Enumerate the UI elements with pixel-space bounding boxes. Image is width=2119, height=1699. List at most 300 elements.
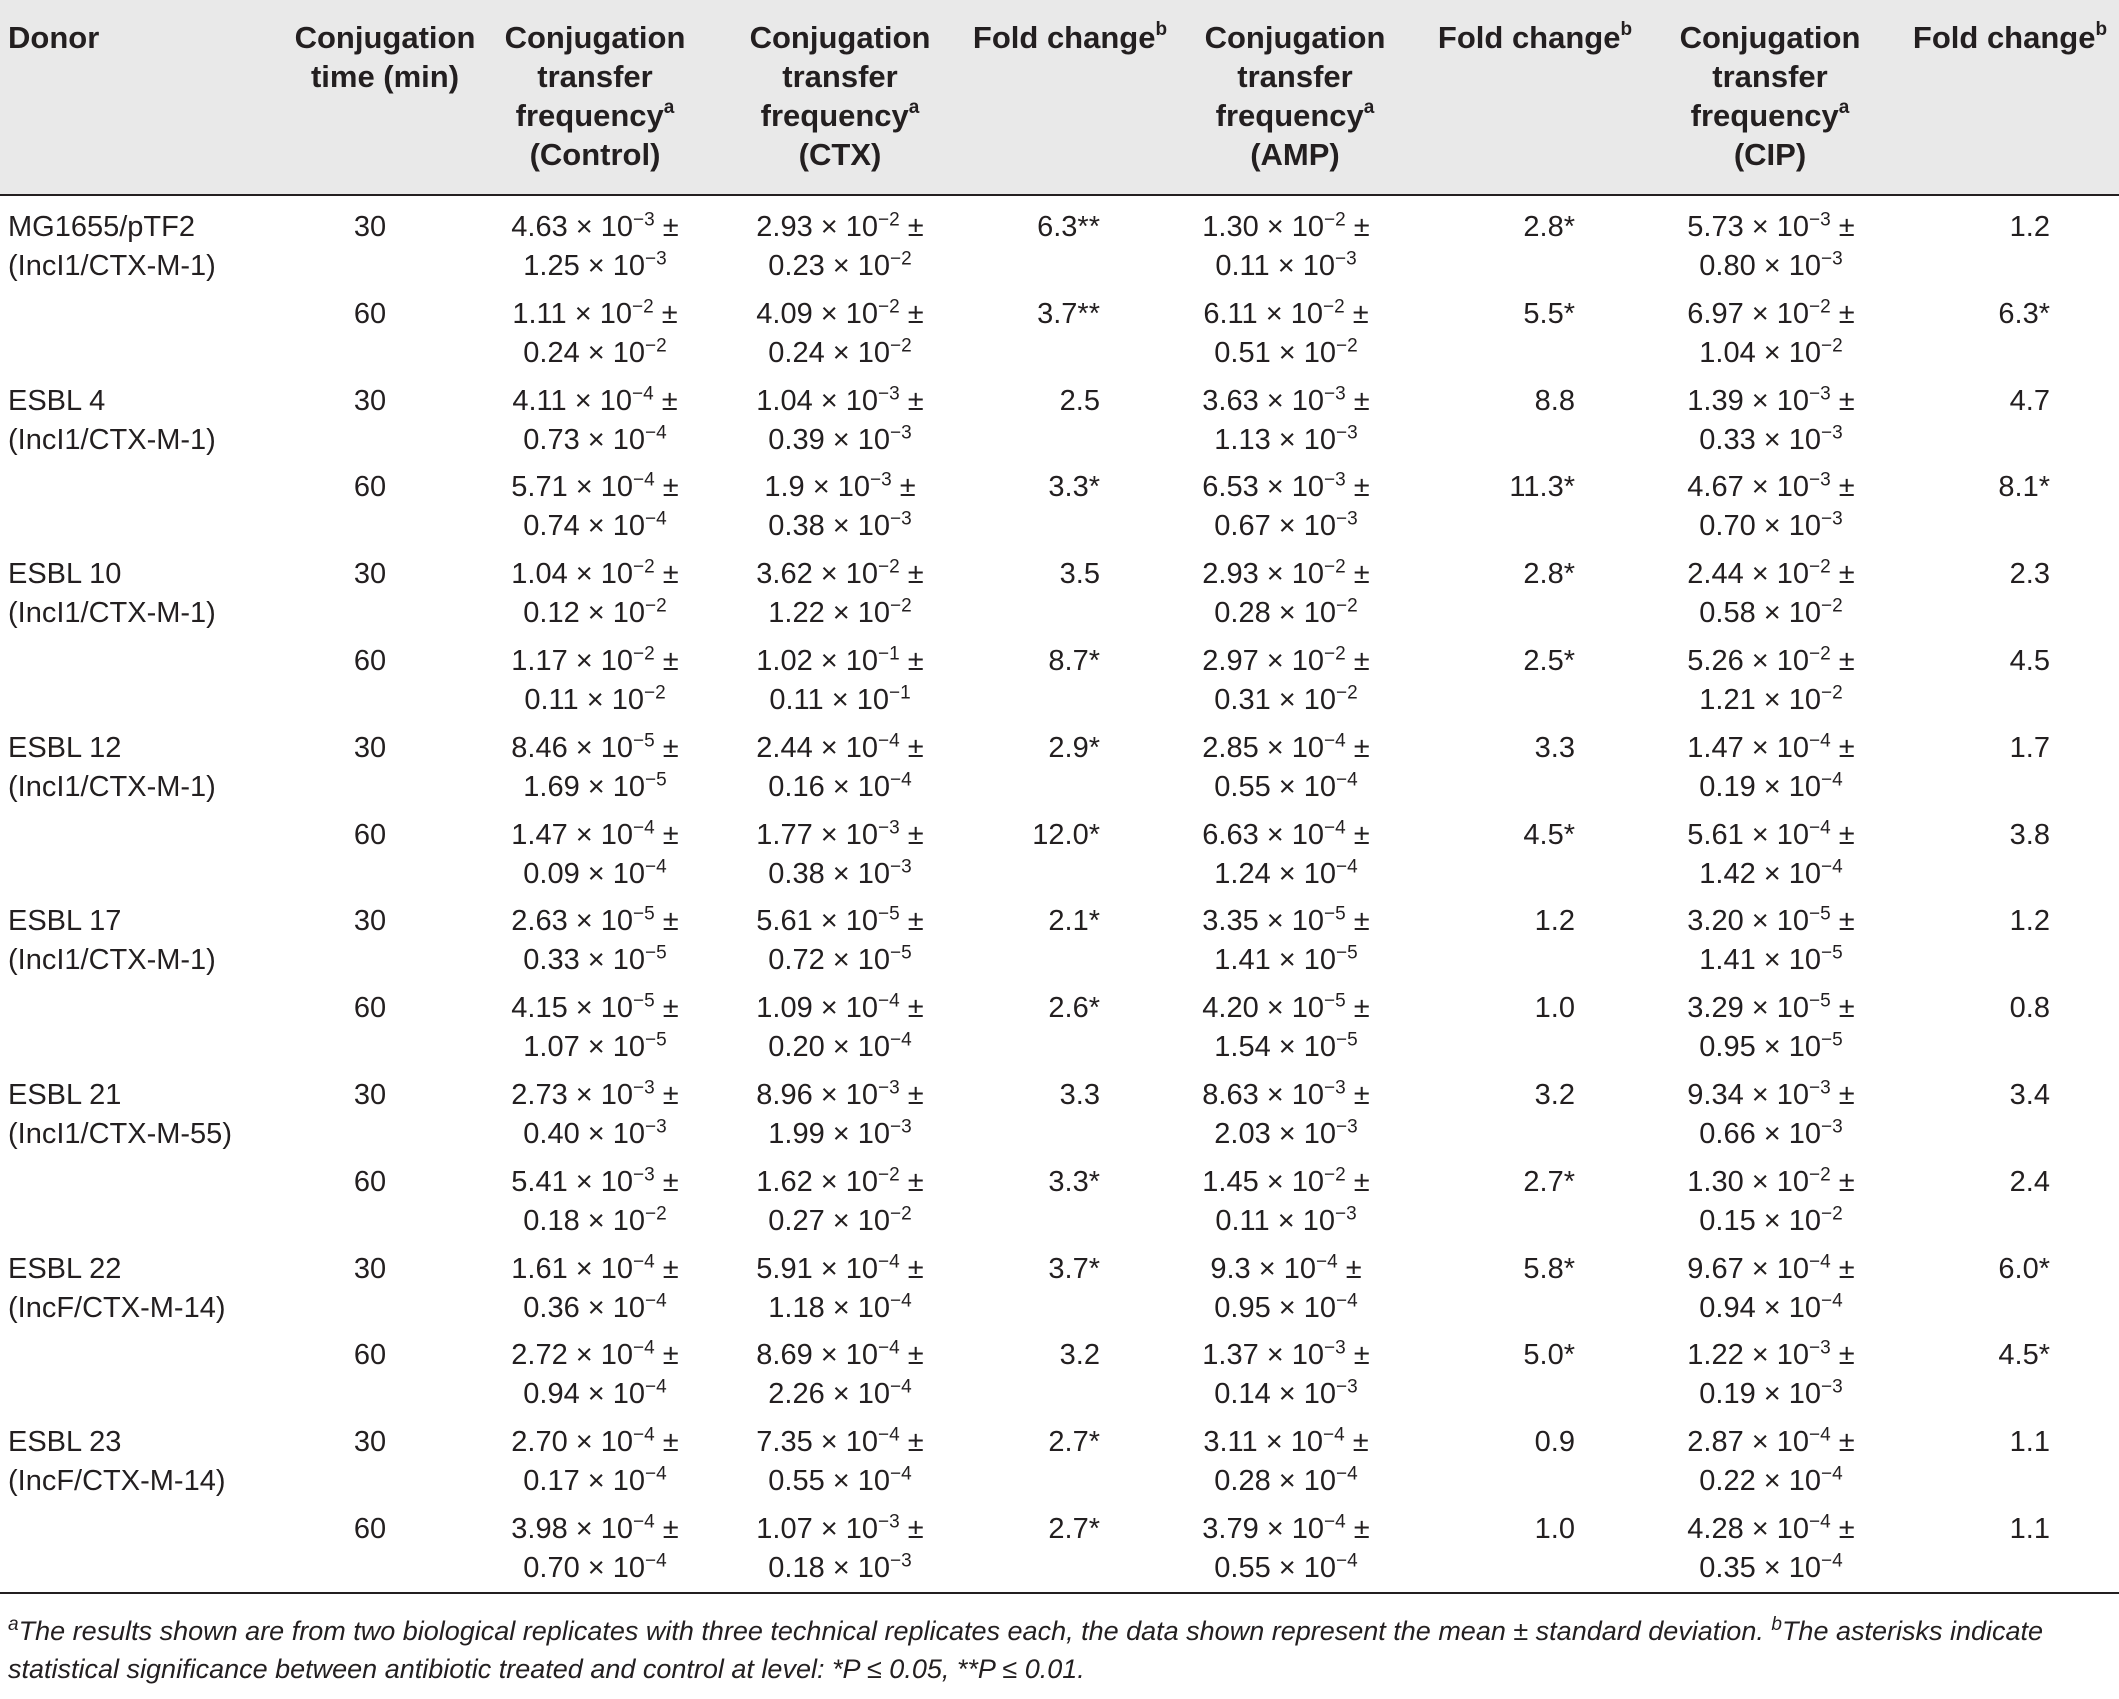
plus-minus: ± [1830,1339,1855,1372]
plus-minus: ± [1345,1513,1370,1545]
sd-mantissa: 0.94 × 10 [523,1378,646,1411]
donor-strain: ESBL 21 [8,1079,122,1111]
sd-value [1156,1202,1416,1241]
plus-minus: ± [1345,905,1370,938]
sd-value [465,1462,725,1501]
frequency-ctx-cell [710,382,970,460]
sd-mantissa: 0.38 × 10 [768,857,891,890]
sd-mantissa: 1.41 × 10 [1699,944,1822,977]
frequency-ctx-cell [710,1510,970,1588]
fold-change-cell: 3.3 [1534,731,1575,764]
conjugation-time-cell: 30 [353,384,387,417]
mean-exponent: −5 [633,730,655,752]
sd-mantissa: 0.39 × 10 [768,423,891,456]
fold-change-cell: 2.1* [1048,905,1100,938]
mean-mantissa: 1.62 × 10 [756,1165,879,1198]
sd-exponent: −2 [645,1203,667,1225]
mean-value [1156,1163,1416,1202]
donor-strain: ESBL 17 [8,905,122,938]
mean-value [710,555,970,594]
donor-plasmid: (IncF/CTX-M-14) [8,1291,226,1324]
frequency-ctx-cell [710,816,970,894]
fold-change-cell: 3.5 [1059,558,1100,591]
mean-value [1156,1510,1416,1549]
sd-value [465,334,725,373]
sd-mantissa: 1.18 × 10 [768,1291,891,1324]
frequency-control-cell [465,902,725,980]
sd-exponent: −5 [890,942,912,964]
mean-value [465,1423,725,1462]
sd-exponent: −4 [1336,1550,1358,1572]
sd-exponent: −5 [1821,942,1843,964]
mean-value [710,729,970,768]
plus-minus: ± [654,1426,679,1459]
mean-mantissa: 1.07 × 10 [756,1513,879,1545]
mean-value [465,1336,725,1375]
mean-exponent: −4 [878,1337,900,1359]
mean-exponent: −4 [1809,730,1831,752]
mean-value [465,468,725,507]
sd-exponent: −3 [1334,248,1357,270]
mean-value [710,208,970,247]
sd-value [1156,1375,1416,1414]
plus-minus: ± [899,558,924,591]
fold-change-cell: 3.7** [1037,297,1100,330]
mean-mantissa: 8.96 × 10 [756,1079,879,1111]
fold-change-cell: 0.8 [2009,992,2050,1025]
plus-minus: ± [899,297,924,330]
footnote-a: $^a$The results shown are from two biological replicates with three technical replicates each, the data shown represent the mean ± standard deviation. [8,1614,1764,1646]
mean-mantissa: 1.61 × 10 [511,1252,634,1285]
column-header-antibiotic: (CIP) [1733,137,1807,172]
donor-cell [8,729,216,807]
sd-mantissa: 1.99 × 10 [768,1118,891,1150]
sd-value [1641,594,1901,633]
mean-exponent: −4 [633,469,655,491]
fold-change-cell: 1.0 [1534,1513,1575,1545]
sd-mantissa: 0.51 × 10 [1214,336,1337,369]
mean-mantissa: 4.09 × 10 [756,297,879,330]
fold-change-cell: 1.2 [2009,211,2050,243]
sd-exponent: −4 [645,421,667,443]
conjugation-time-cell: 30 [353,905,387,938]
sd-value [1156,421,1416,460]
mean-value [465,642,725,681]
column-header [1190,18,1400,174]
sd-exponent: −2 [890,248,912,270]
mean-mantissa: 4.20 × 10 [1202,992,1325,1025]
sd-exponent: −4 [645,1376,667,1398]
frequency-amp-cell [1156,382,1416,460]
sd-exponent: −4 [645,1289,667,1311]
donor-strain: ESBL 4 [8,384,106,417]
mean-exponent: −5 [1324,903,1346,925]
mean-mantissa: 1.09 × 10 [756,992,879,1025]
frequency-amp-cell [1156,1336,1416,1414]
fold-change-cell: 3.3 [1059,1079,1100,1111]
sd-value [1156,941,1416,980]
frequency-cip-cell [1641,1250,1901,1328]
sd-exponent: −4 [1336,769,1358,791]
mean-mantissa: 3.35 × 10 [1202,905,1325,938]
sd-value [465,507,725,546]
mean-value [710,1163,970,1202]
mean-exponent: −3 [869,469,892,491]
mean-value [465,555,725,594]
mean-value [465,816,725,855]
frequency-amp-cell [1156,1510,1416,1588]
mean-mantissa: 9.34 × 10 [1687,1079,1810,1111]
mean-exponent: −2 [1324,556,1346,578]
mean-value [1641,1510,1901,1549]
plus-minus: ± [899,1339,924,1372]
mean-mantissa: 3.62 × 10 [756,558,879,591]
frequency-cip-cell [1641,295,1901,373]
mean-value [1641,1250,1901,1289]
plus-minus: ± [1345,731,1370,764]
column-header-label: Conjugation transfer frequency [1204,20,1386,133]
sd-value [1156,681,1416,720]
sd-exponent: −4 [1821,769,1843,791]
sd-mantissa: 0.94 × 10 [1699,1291,1822,1324]
sd-value [710,1375,970,1414]
mean-exponent: −4 [1322,1424,1345,1446]
mean-exponent: −4 [878,730,900,752]
frequency-ctx-cell [710,1336,970,1414]
mean-value [465,989,725,1028]
conjugation-time-cell: 30 [353,1426,387,1459]
mean-exponent: −2 [878,209,900,231]
plus-minus: ± [1830,905,1855,938]
fold-change-cell: 1.0 [1534,992,1575,1025]
fold-change-cell: 2.7* [1523,1165,1575,1198]
mean-mantissa: 8.46 × 10 [511,731,634,764]
frequency-ctx-cell [710,989,970,1067]
footnote-b: $^b$The asterisks indicate statistical significance between antibiotic treated and control at level: *P ≤ 0.05, **P ≤ 0.01. [8,1614,2044,1684]
sd-value [465,247,725,286]
sd-exponent: −3 [1821,1116,1843,1138]
fold-change-cell: 4.5* [1998,1339,2050,1372]
mean-mantissa: 2.85 × 10 [1202,731,1325,764]
plus-minus: ± [654,1165,679,1198]
sd-value [710,247,970,286]
sd-value [1641,1375,1901,1414]
conjugation-time-cell: 60 [353,1339,387,1372]
mean-exponent: −2 [1809,556,1831,578]
mean-exponent: −2 [1324,209,1346,231]
mean-mantissa: 3.98 × 10 [511,1513,634,1545]
plus-minus: ± [899,211,924,243]
fold-change-cell: 2.6* [1048,992,1100,1025]
mean-exponent: −3 [878,1077,900,1099]
column-header [290,18,480,96]
mean-value [465,295,725,334]
sd-value [710,421,970,460]
plus-minus: ± [899,384,924,417]
mean-value [710,468,970,507]
mean-value [1641,555,1901,594]
sd-mantissa: 1.22 × 10 [768,597,891,630]
mean-value [1641,989,1901,1028]
sd-mantissa: 1.07 × 10 [523,1031,646,1064]
sd-exponent: −2 [645,595,667,617]
plus-minus: ± [1345,211,1370,243]
conjugation-time-cell: 60 [353,645,387,677]
mean-exponent: −4 [1324,1511,1346,1533]
mean-exponent: −3 [1809,1337,1831,1359]
plus-minus: ± [653,384,678,417]
donor-strain: ESBL 10 [8,558,122,591]
column-header [1905,18,2115,57]
column-header [1665,18,1875,174]
plus-minus: ± [654,1079,679,1111]
sd-mantissa: 0.55 × 10 [1214,1552,1337,1584]
fold-change-cell: 8.8 [1534,384,1575,417]
sd-value [465,681,725,720]
sd-exponent: −3 [1821,421,1843,443]
fold-change-cell: 2.7* [1048,1513,1100,1545]
column-header-label: Donor [8,20,100,55]
plus-minus: ± [899,905,924,938]
mean-mantissa: 4.63 × 10 [511,211,634,243]
sd-value [1156,334,1416,373]
mean-exponent: −3 [1809,1077,1831,1099]
fold-change-cell: 4.5 [2009,645,2050,677]
sd-mantissa: 1.24 × 10 [1214,857,1337,890]
frequency-ctx-cell [710,642,970,720]
mean-mantissa: 5.61 × 10 [756,905,879,938]
column-header-label: Conjugation transfer frequency [504,20,686,133]
frequency-control-cell [465,1510,725,1588]
sd-value [1641,768,1901,807]
fold-change-cell: 4.5* [1523,818,1575,851]
sd-exponent: −3 [1821,248,1843,270]
frequency-amp-cell [1156,816,1416,894]
mean-mantissa: 1.02 × 10 [756,645,879,677]
mean-exponent: −3 [1324,1337,1346,1359]
fold-change-cell: 1.1 [2009,1513,2050,1545]
sd-value [1641,1115,1901,1154]
mean-value [465,729,725,768]
sd-exponent: −2 [890,595,912,617]
frequency-cip-cell [1641,642,1901,720]
fold-change-cell: 0.9 [1534,1426,1575,1459]
mean-mantissa: 4.28 × 10 [1687,1513,1810,1545]
plus-minus: ± [899,1426,924,1459]
sd-exponent: −4 [645,855,667,877]
frequency-amp-cell [1156,1250,1416,1328]
mean-mantissa: 1.30 × 10 [1687,1165,1810,1198]
sd-value [1156,1462,1416,1501]
mean-value [465,208,725,247]
mean-value [1641,816,1901,855]
plus-minus: ± [1345,558,1370,591]
mean-value [710,1336,970,1375]
fold-change-cell: 2.7* [1048,1426,1100,1459]
mean-mantissa: 2.93 × 10 [756,211,879,243]
mean-mantissa: 1.22 × 10 [1687,1339,1810,1372]
frequency-control-cell [465,295,725,373]
mean-mantissa: 5.41 × 10 [511,1165,634,1198]
plus-minus: ± [1830,645,1855,677]
donor-cell [8,555,216,633]
sd-mantissa: 0.36 × 10 [523,1291,646,1324]
sd-exponent: −2 [643,682,666,704]
header-rule [0,194,2119,196]
mean-value [465,1163,725,1202]
frequency-ctx-cell [710,208,970,286]
mean-value [1641,1336,1901,1375]
mean-exponent: −4 [633,1337,655,1359]
sd-mantissa: 0.20 × 10 [768,1031,891,1064]
sd-mantissa: 0.17 × 10 [523,1465,646,1498]
sd-exponent: −5 [645,942,667,964]
sd-exponent: −4 [890,1289,912,1311]
plus-minus: ± [1830,384,1855,417]
mean-value [1641,382,1901,421]
column-header-label: Fold change [1912,20,2096,55]
plus-minus: ± [1345,384,1370,417]
mean-exponent: −2 [633,556,655,578]
mean-exponent: −4 [631,382,654,404]
sd-mantissa: 0.23 × 10 [768,250,891,282]
mean-exponent: −3 [1324,382,1346,404]
mean-mantissa: 9.67 × 10 [1687,1252,1810,1285]
mean-mantissa: 1.37 × 10 [1202,1339,1325,1372]
column-header-antibiotic: (CTX) [798,137,882,172]
sd-mantissa: 0.72 × 10 [768,944,891,977]
mean-mantissa: 2.73 × 10 [511,1079,634,1111]
sd-exponent: −1 [888,682,911,704]
plus-minus: ± [654,211,679,243]
mean-exponent: −2 [633,643,655,665]
mean-value [1156,1336,1416,1375]
mean-value [1156,989,1416,1028]
mean-mantissa: 3.79 × 10 [1202,1513,1325,1545]
plus-minus: ± [653,297,678,330]
sd-exponent: −4 [1336,855,1358,877]
mean-mantissa: 1.39 × 10 [1687,384,1810,417]
sd-value [710,334,970,373]
plus-minus: ± [1830,297,1855,330]
mean-value [1156,295,1416,334]
mean-exponent: −4 [633,816,655,838]
sd-mantissa: 0.22 × 10 [1699,1465,1822,1498]
sd-value [1641,1549,1901,1588]
sd-value [465,1028,725,1067]
mean-mantissa: 5.26 × 10 [1687,645,1810,677]
donor-cell [8,902,216,980]
sd-mantissa: 0.09 × 10 [523,857,646,890]
mean-value [1156,1423,1416,1462]
conjugation-time-cell: 30 [353,731,387,764]
mean-value [1641,468,1901,507]
sd-exponent: −2 [890,335,912,357]
mean-exponent: −3 [1809,469,1831,491]
column-header-footnote-mark: b [2095,18,2108,40]
sd-exponent: −3 [1821,1376,1843,1398]
conjugation-time-cell: 30 [353,1079,387,1111]
sd-exponent: −3 [645,1116,667,1138]
sd-mantissa: 0.24 × 10 [523,336,646,369]
mean-value [1156,1076,1416,1115]
mean-mantissa: 1.47 × 10 [1687,731,1810,764]
fold-change-cell: 3.8 [2009,818,2050,851]
mean-exponent: −3 [878,382,900,404]
sd-mantissa: 0.28 × 10 [1214,1465,1337,1498]
sd-mantissa: 0.28 × 10 [1214,597,1337,630]
mean-exponent: −5 [878,903,900,925]
frequency-control-cell [465,642,725,720]
donor-plasmid: (IncI1/CTX-M-55) [8,1118,232,1150]
frequency-cip-cell [1641,208,1901,286]
fold-change-cell: 3.4 [2009,1079,2050,1111]
plus-minus: ± [654,905,679,938]
mean-value [465,1250,725,1289]
conjugation-time-cell: 30 [353,1252,387,1285]
mean-exponent: −4 [1809,1250,1831,1272]
mean-value [1156,729,1416,768]
mean-value [1156,208,1416,247]
sd-mantissa: 1.21 × 10 [1699,684,1822,716]
frequency-cip-cell [1641,1510,1901,1588]
mean-exponent: −4 [633,1424,655,1446]
sd-mantissa: 0.11 × 10 [1215,1204,1335,1237]
fold-change-cell: 5.0* [1523,1339,1575,1372]
sd-mantissa: 0.12 × 10 [523,597,646,630]
sd-exponent: −5 [1336,942,1358,964]
plus-minus: ± [654,558,679,591]
table-bottom-rule [0,1592,2119,1594]
sd-exponent: −2 [890,1203,912,1225]
fold-change-cell: 12.0* [1032,818,1100,851]
sd-mantissa: 1.13 × 10 [1214,423,1337,456]
mean-value [710,295,970,334]
sd-mantissa: 0.11 × 10 [769,684,889,716]
sd-value [1156,507,1416,546]
mean-value [1156,382,1416,421]
mean-exponent: −5 [1809,990,1831,1012]
sd-exponent: −5 [1821,1029,1843,1051]
mean-mantissa: 2.63 × 10 [511,905,634,938]
sd-value [1641,507,1901,546]
sd-mantissa: 0.73 × 10 [523,423,646,456]
donor-plasmid: (IncI1/CTX-M-1) [8,597,216,630]
donor-plasmid: (IncI1/CTX-M-1) [8,423,216,456]
mean-exponent: −3 [1324,1077,1346,1099]
frequency-cip-cell [1641,902,1901,980]
sd-value [1641,421,1901,460]
sd-mantissa: 0.70 × 10 [523,1552,646,1584]
sd-mantissa: 0.11 × 10 [1215,250,1335,282]
frequency-amp-cell [1156,729,1416,807]
sd-mantissa: 0.14 × 10 [1214,1378,1337,1411]
plus-minus: ± [1345,1079,1370,1111]
frequency-amp-cell [1156,208,1416,286]
sd-value [710,1289,970,1328]
mean-mantissa: 1.17 × 10 [511,645,634,677]
sd-mantissa: 0.40 × 10 [523,1118,646,1150]
donor-plasmid: (IncI1/CTX-M-1) [8,770,216,803]
sd-exponent: −3 [890,1116,912,1138]
fold-change-cell: 1.2 [2009,905,2050,938]
mean-value [710,1423,970,1462]
conjugation-time-cell: 30 [353,211,387,243]
sd-value [1156,247,1416,286]
mean-exponent: −4 [878,1424,900,1446]
column-header-label: Fold change [1437,20,1621,55]
mean-value [1641,902,1901,941]
